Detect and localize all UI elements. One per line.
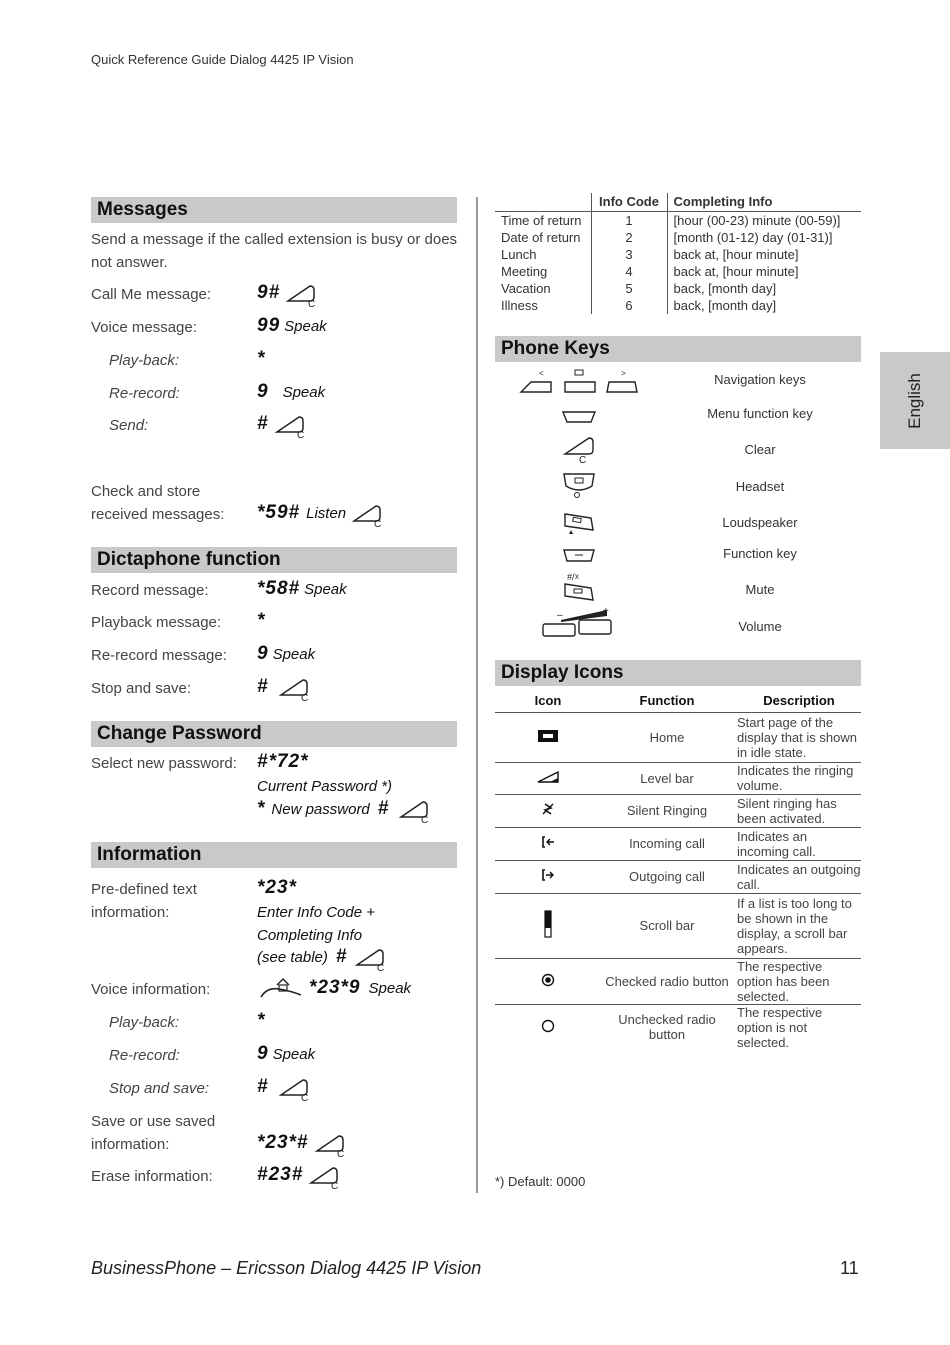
svg-text:–: – [557,610,563,621]
svg-text:C: C [300,1093,308,1102]
svg-text:C: C [377,963,385,972]
password-section-title: Change Password [91,721,457,747]
table-row: Date of return 2 [month (01-12) day (01-31)] [495,229,861,246]
msg-rerecord-label: Re-record: [109,385,180,402]
page-header: Quick Reference Guide Dialog 4425 IP Vision [91,52,354,67]
svg-text:>: > [621,369,626,378]
svg-text:C: C [579,455,587,464]
completing-info: Completing Info [257,927,363,944]
footer-title: BusinessPhone – Ericsson Dialog 4425 IP Vision [91,1258,482,1278]
outgoing-call-icon [541,869,555,881]
phone-key-label: Headset [735,479,785,494]
predef-keys: *23* [257,877,297,898]
language-tab: English [880,352,950,449]
stop-save-keys: # C [257,675,311,701]
saveuse-label-2: information: [91,1136,170,1153]
voice-message-keys: 99 Speak [257,315,327,336]
table-header: Description [733,690,861,712]
saveuse-label-1: Save or use saved [91,1113,216,1130]
clear-key-icon [350,501,384,527]
menu-function-key-icon [561,408,597,426]
voice-info-keys: *23*9 Speak [257,976,411,1001]
record-label: Record message: [91,582,209,599]
erase-label: Erase information: [91,1168,213,1185]
svg-text:C: C [296,430,304,439]
mute-key-icon [561,570,597,602]
svg-text:C: C [421,815,429,824]
erase-keys: #23# C [257,1163,341,1189]
call-me-label: Call Me message: [91,286,212,303]
clear-key-icon [277,1075,311,1101]
volume-keys-icon [541,604,617,640]
clear-key-icon [273,412,307,438]
table-row: Silent Ringing Silent ringing has been activated. [495,794,861,827]
table-row: Incoming call Indicates an incoming call. [495,827,861,860]
messages-section-title: Messages [91,197,457,223]
info-stop-keys: # C [257,1075,311,1101]
dictaphone-section-title: Dictaphone function [91,547,457,573]
predef-label-1: Pre-defined text [91,881,197,898]
clear-key-icon [313,1131,347,1157]
display-icons-section-title: Display Icons [495,660,861,686]
table-row: Outgoing call Indicates an outgoing call. [495,860,861,893]
voice-info-label: Voice information: [91,981,211,998]
current-password-text: Current Password *) [257,778,393,795]
phone-key-label: Menu function key [707,406,813,421]
phone-key-label: Loudspeaker [722,515,798,530]
unchecked-radio-icon [541,1019,555,1033]
clear-key-icon [397,797,431,823]
info-code-table [495,193,861,314]
table-header: Completing Info [667,193,861,211]
table-row: Time of return 1 [hour (00-23) minute (00-59)] [495,211,861,229]
clear-key-icon [353,945,387,971]
table-header [495,193,591,211]
info-playback-label: Play-back: [109,1014,180,1031]
table-header: Info Code [591,193,667,211]
loudspeaker-key-icon [561,508,597,536]
table-row: Lunch 3 back at, [hour minute] [495,246,861,263]
phone-key-label: Mute [745,582,775,597]
see-table-keys: (see table) # C [257,945,387,971]
phone-key-label: Volume [738,619,782,634]
messages-intro: Send a message if the called extension is busy or does not answer. [91,231,458,271]
svg-text:+: + [603,606,609,617]
stop-save-label: Stop and save: [91,680,192,697]
clear-key-icon [284,281,318,307]
phone-key-label: Function key [723,546,797,561]
function-key-icon [561,547,597,565]
silent-ringing-icon [541,802,555,816]
svg-text:#/☓: #/☓ [567,572,580,582]
page-number: 11 [840,1258,859,1278]
incoming-call-icon [541,836,555,848]
clear-key-icon [277,675,311,701]
info-rerecord-keys: 9 Speak [257,1043,316,1064]
clear-key-icon [307,1163,341,1189]
select-password-keys: #*72* [257,751,309,772]
voice-message-label: Voice message: [91,319,197,336]
svg-text:C: C [336,1149,344,1158]
info-stop-label: Stop and save: [109,1080,210,1097]
headset-key-icon [561,470,597,500]
msg-rerecord-keys: 9 Speak [257,381,326,402]
table-row: Unchecked radio button The respective option is not selected. [495,1004,861,1050]
svg-text:C: C [374,519,382,528]
table-header: Function [601,690,733,712]
table-header-row [495,193,861,211]
svg-text:<: < [539,369,544,378]
table-row: Level bar Indicates the ringing volume. [495,762,861,794]
select-password-label: Select new password: [91,755,237,772]
enter-info-code: Enter Info Code + [257,904,375,921]
table-header: Icon [495,690,601,712]
phone-key-label: Navigation keys [714,372,806,387]
table-row: Checked radio button The respective option has been selected. [495,958,861,1004]
msg-send-label: Send: [109,417,149,434]
column-divider [476,197,478,1193]
table-row: Scroll bar If a list is too long to be shown in the display, a scroll bar appears. [495,893,861,958]
phone-key-label: Clear [744,442,776,457]
home-icon [537,729,559,743]
playback-message-label: Playback message: [91,614,222,631]
info-rerecord-label: Re-record: [109,1047,180,1064]
table-row: Vacation 5 back, [month day] [495,280,861,297]
call-me-keys: 9# C [257,281,318,307]
svg-text:C: C [331,1181,339,1190]
table-row: Meeting 4 back at, [hour minute] [495,263,861,280]
check-keys: *59# Listen C [257,501,384,527]
handset-offhook-icon [257,977,305,1001]
table-header-row [495,690,861,712]
predef-label-2: information: [91,904,170,921]
phone-keys-section-title: Phone Keys [495,336,861,362]
display-icons-table [495,690,861,1050]
rerecord-message-label: Re-record message: [91,647,227,664]
rerecord-message-keys: 9 Speak [257,643,316,664]
information-section-title: Information [91,842,457,868]
check-label-1: Check and store [91,483,201,500]
scroll-bar-icon [544,910,552,938]
level-bar-icon [536,771,560,783]
clear-key-icon [561,436,597,464]
table-row: Illness 6 back, [month day] [495,297,861,314]
svg-text:C: C [300,693,308,702]
svg-text:C: C [308,299,316,308]
saveuse-keys: *23*# C [257,1131,347,1157]
msg-playback-label: Play-back: [109,352,180,369]
record-keys: *58# Speak [257,578,347,599]
check-label-2: received messages: [91,506,225,523]
msg-playback-keys: * [257,348,266,369]
msg-send-keys: # C [257,412,307,438]
info-playback-keys: * [257,1010,266,1031]
playback-message-keys: * [257,610,266,631]
checked-radio-icon [541,973,555,987]
table-row: Home Start page of the display that is shown in idle state. [495,712,861,762]
default-note: *) Default: 0000 [495,1174,586,1189]
new-password-keys: * New password # C [257,797,431,823]
navigation-keys-icon [517,368,641,396]
